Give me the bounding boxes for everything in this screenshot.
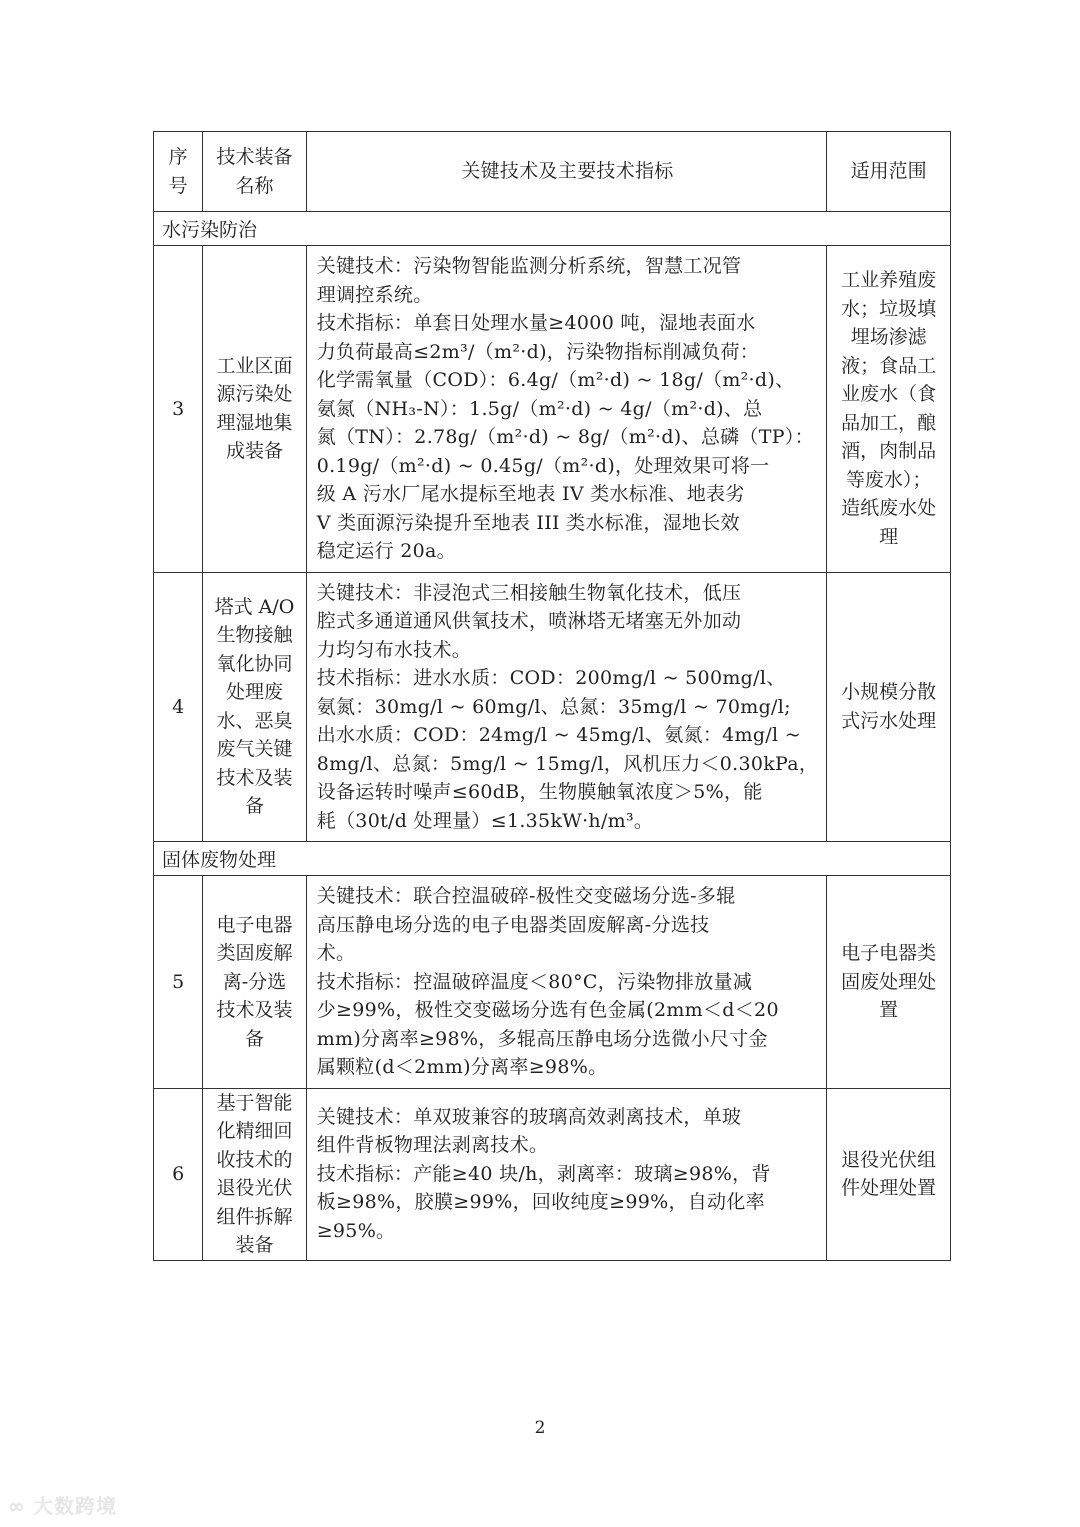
- text-line: 序: [168, 146, 188, 168]
- text-line: 腔式多通道通风供氧技术，喷淋塔无堵塞无外加动: [316, 610, 742, 632]
- row-seq: 6: [154, 1088, 203, 1260]
- text-line: 板≥98%，胶膜≥99%，回收纯度≥99%，自动化率: [316, 1191, 765, 1214]
- row-seq: 5: [154, 876, 203, 1089]
- row-key-technology: [306, 876, 827, 1089]
- header-key-technology: [306, 132, 827, 212]
- table-row: [154, 876, 951, 1089]
- text-line: 品加工，酿: [841, 411, 937, 434]
- text-line: mm)分离率≥98%，多辊高压静电场分选微小尺寸金: [316, 1027, 768, 1050]
- text-line: 工业养殖废: [841, 269, 937, 292]
- text-line: 收技术的: [216, 1148, 293, 1171]
- text-line: 处理废: [225, 681, 283, 704]
- text-line: 组件拆解: [216, 1205, 293, 1228]
- text-line: 等废水）；: [845, 468, 932, 491]
- section-row: [154, 842, 951, 876]
- text-line: 关键技术：单双玻兼容的玻璃高效剥离技术，单玻: [316, 1105, 742, 1128]
- text-line: 名称: [235, 174, 274, 197]
- section-row: [154, 212, 951, 246]
- row-equipment-name: [203, 246, 306, 573]
- table-row: [154, 1088, 951, 1260]
- header-scope: [827, 132, 951, 212]
- text-line: 小规模分散: [841, 681, 937, 704]
- text-line: 业废水（食: [841, 383, 937, 406]
- text-line: 力均匀布水技术。: [316, 638, 472, 661]
- text-line: 生物接触: [216, 624, 293, 647]
- text-line: 适用范围: [850, 160, 927, 183]
- text-line: 件处理处置: [841, 1177, 937, 1199]
- text-line: 设备运转时噪声≤60dB，生物膜触氧浓度＞5%，能: [316, 781, 763, 803]
- header-seq: [154, 132, 203, 212]
- text-line: 理湿地集: [216, 411, 293, 434]
- row-equipment-name: [203, 1088, 306, 1260]
- text-line: 力负荷最高≤2m³/（m²·d)，污染物指标削减负荷：: [316, 340, 760, 363]
- text-line: 术。: [316, 942, 356, 964]
- page-number: 2: [534, 1418, 546, 1438]
- text-line: 关键技术：非浸泡式三相接触生物氧化技术，低压: [316, 581, 742, 604]
- text-line: 技术及装: [216, 999, 293, 1021]
- text-line: 塔式 A/O: [214, 595, 295, 618]
- text-line: 式污水处理: [841, 709, 937, 732]
- text-line: 类固废解: [216, 942, 293, 964]
- text-line: 高压静电场分选的电子电器类固废解离-分选技: [316, 913, 710, 936]
- text-line: 级 A 污水厂尾水提标至地表 IV 类水标准、地表劣: [316, 483, 745, 505]
- text-line: 氧化协同: [216, 652, 293, 675]
- text-line: 技术指标：控温破碎温度＜80°C，污染物排放量减: [316, 970, 753, 993]
- text-line: 技术装备: [216, 146, 293, 168]
- text-line: 技术指标：产能≥40 块/h，剥离率：玻璃≥98%，背: [316, 1162, 771, 1185]
- row-equipment-name: [203, 876, 306, 1089]
- text-line: 氮（TN）：2.78g/（m²·d) ~ 8g/（m²·d)、总磷（TP）：: [316, 426, 814, 448]
- technology-equipment-table: [153, 131, 951, 1261]
- text-line: 工业区面: [216, 354, 293, 377]
- text-line: 酒，肉制品: [841, 440, 937, 463]
- text-line: 离-分选: [222, 970, 287, 993]
- text-line: 液；食品工: [841, 354, 937, 377]
- text-line: 氨氮：30mg/l ~ 60mg/l、总氮：35mg/l ~ 70mg/l;: [316, 695, 791, 718]
- text-line: 化精细回: [216, 1120, 293, 1142]
- row-scope: [827, 572, 951, 842]
- text-line: 成装备: [225, 440, 283, 463]
- text-line: 关键技术：联合控温破碎-极性交变磁场分选-多辊: [316, 885, 736, 907]
- text-line: 基于智能: [216, 1091, 293, 1114]
- text-line: 8mg/l、总氮：5mg/l ~ 15mg/l，风机压力＜0.30kPa，: [316, 752, 819, 775]
- text-line: 造纸废水处: [841, 497, 937, 520]
- text-line: 技术指标：单套日处理水量≥4000 吨，湿地表面水: [316, 312, 756, 334]
- row-seq: 3: [154, 246, 203, 573]
- text-line: 理: [879, 525, 899, 548]
- text-line: 少≥99%，极性交变磁场分选有色金属(2mm＜d＜20: [316, 999, 779, 1021]
- text-line: 技术指标：进水水质：COD：200mg/l ~ 500mg/l、: [316, 667, 786, 689]
- text-line: 水；垃圾填: [841, 297, 937, 320]
- text-line: 装备: [235, 1234, 274, 1256]
- watermark-text: 大数跨境: [33, 1494, 118, 1518]
- text-line: 出水水质：COD：24mg/l ~ 45mg/l、氨氮：4mg/l ~: [316, 724, 801, 746]
- text-line: 氨氮（NH₃-N）：1.5g/（m²·d) ~ 4g/（m²·d)、总: [316, 397, 763, 420]
- section-title: 固体废物处理: [154, 842, 951, 876]
- text-line: 属颗粒(d＜2mm)分离率≥98%。: [316, 1056, 608, 1078]
- text-line: 固废处理处: [841, 970, 937, 993]
- text-line: 备: [244, 795, 264, 818]
- text-line: 0.19g/（m²·d) ~ 0.45g/（m²·d)，处理效果可将一: [316, 454, 770, 477]
- text-line: 理调控系统。: [316, 283, 433, 306]
- text-line: 电子电器类: [841, 942, 937, 964]
- text-line: 源污染处: [216, 383, 293, 406]
- text-line: 退役光伏组: [841, 1148, 937, 1171]
- table-row: [154, 246, 951, 573]
- text-line: 耗（30t/d 处理量）≤1.35kW·h/m³。: [316, 809, 654, 832]
- text-line: 退役光伏: [216, 1177, 293, 1199]
- section-title: 水污染防治: [154, 212, 951, 246]
- table-header-row: [154, 132, 951, 212]
- text-line: 号: [168, 174, 188, 197]
- text-line: V 类面源污染提升至地表 III 类水标准，湿地长效: [316, 511, 740, 534]
- text-line: 组件背板物理法剥离技术。: [316, 1134, 549, 1157]
- text-line: 置: [879, 999, 899, 1021]
- text-line: 电子电器: [216, 913, 293, 936]
- text-line: 技术及装: [216, 766, 293, 789]
- row-scope: [827, 876, 951, 1089]
- text-line: 废气关键: [216, 738, 293, 761]
- text-line: 关键技术：污染物智能监测分析系统，智慧工况管: [316, 255, 742, 277]
- watermark-logo: ∞ 大数跨境: [8, 1494, 118, 1518]
- row-scope: [827, 246, 951, 573]
- row-key-technology: [306, 246, 827, 573]
- table-row: [154, 572, 951, 842]
- text-line: 化学需氧量（COD）：6.4g/（m²·d) ~ 18g/（m²·d)、: [316, 369, 795, 391]
- text-line: 关键技术及主要技术指标: [461, 160, 674, 183]
- text-line: ≥95%。: [316, 1219, 396, 1242]
- row-scope: [827, 1088, 951, 1260]
- text-line: 水、恶臭: [216, 709, 293, 732]
- text-line: 备: [244, 1027, 264, 1050]
- row-seq: 4: [154, 572, 203, 842]
- text-line: 稳定运行 20a。: [316, 540, 456, 562]
- row-key-technology: [306, 572, 827, 842]
- header-equipment-name: [203, 132, 306, 212]
- row-key-technology: [306, 1088, 827, 1260]
- row-equipment-name: [203, 572, 306, 842]
- text-line: 埋场渗滤: [850, 326, 927, 349]
